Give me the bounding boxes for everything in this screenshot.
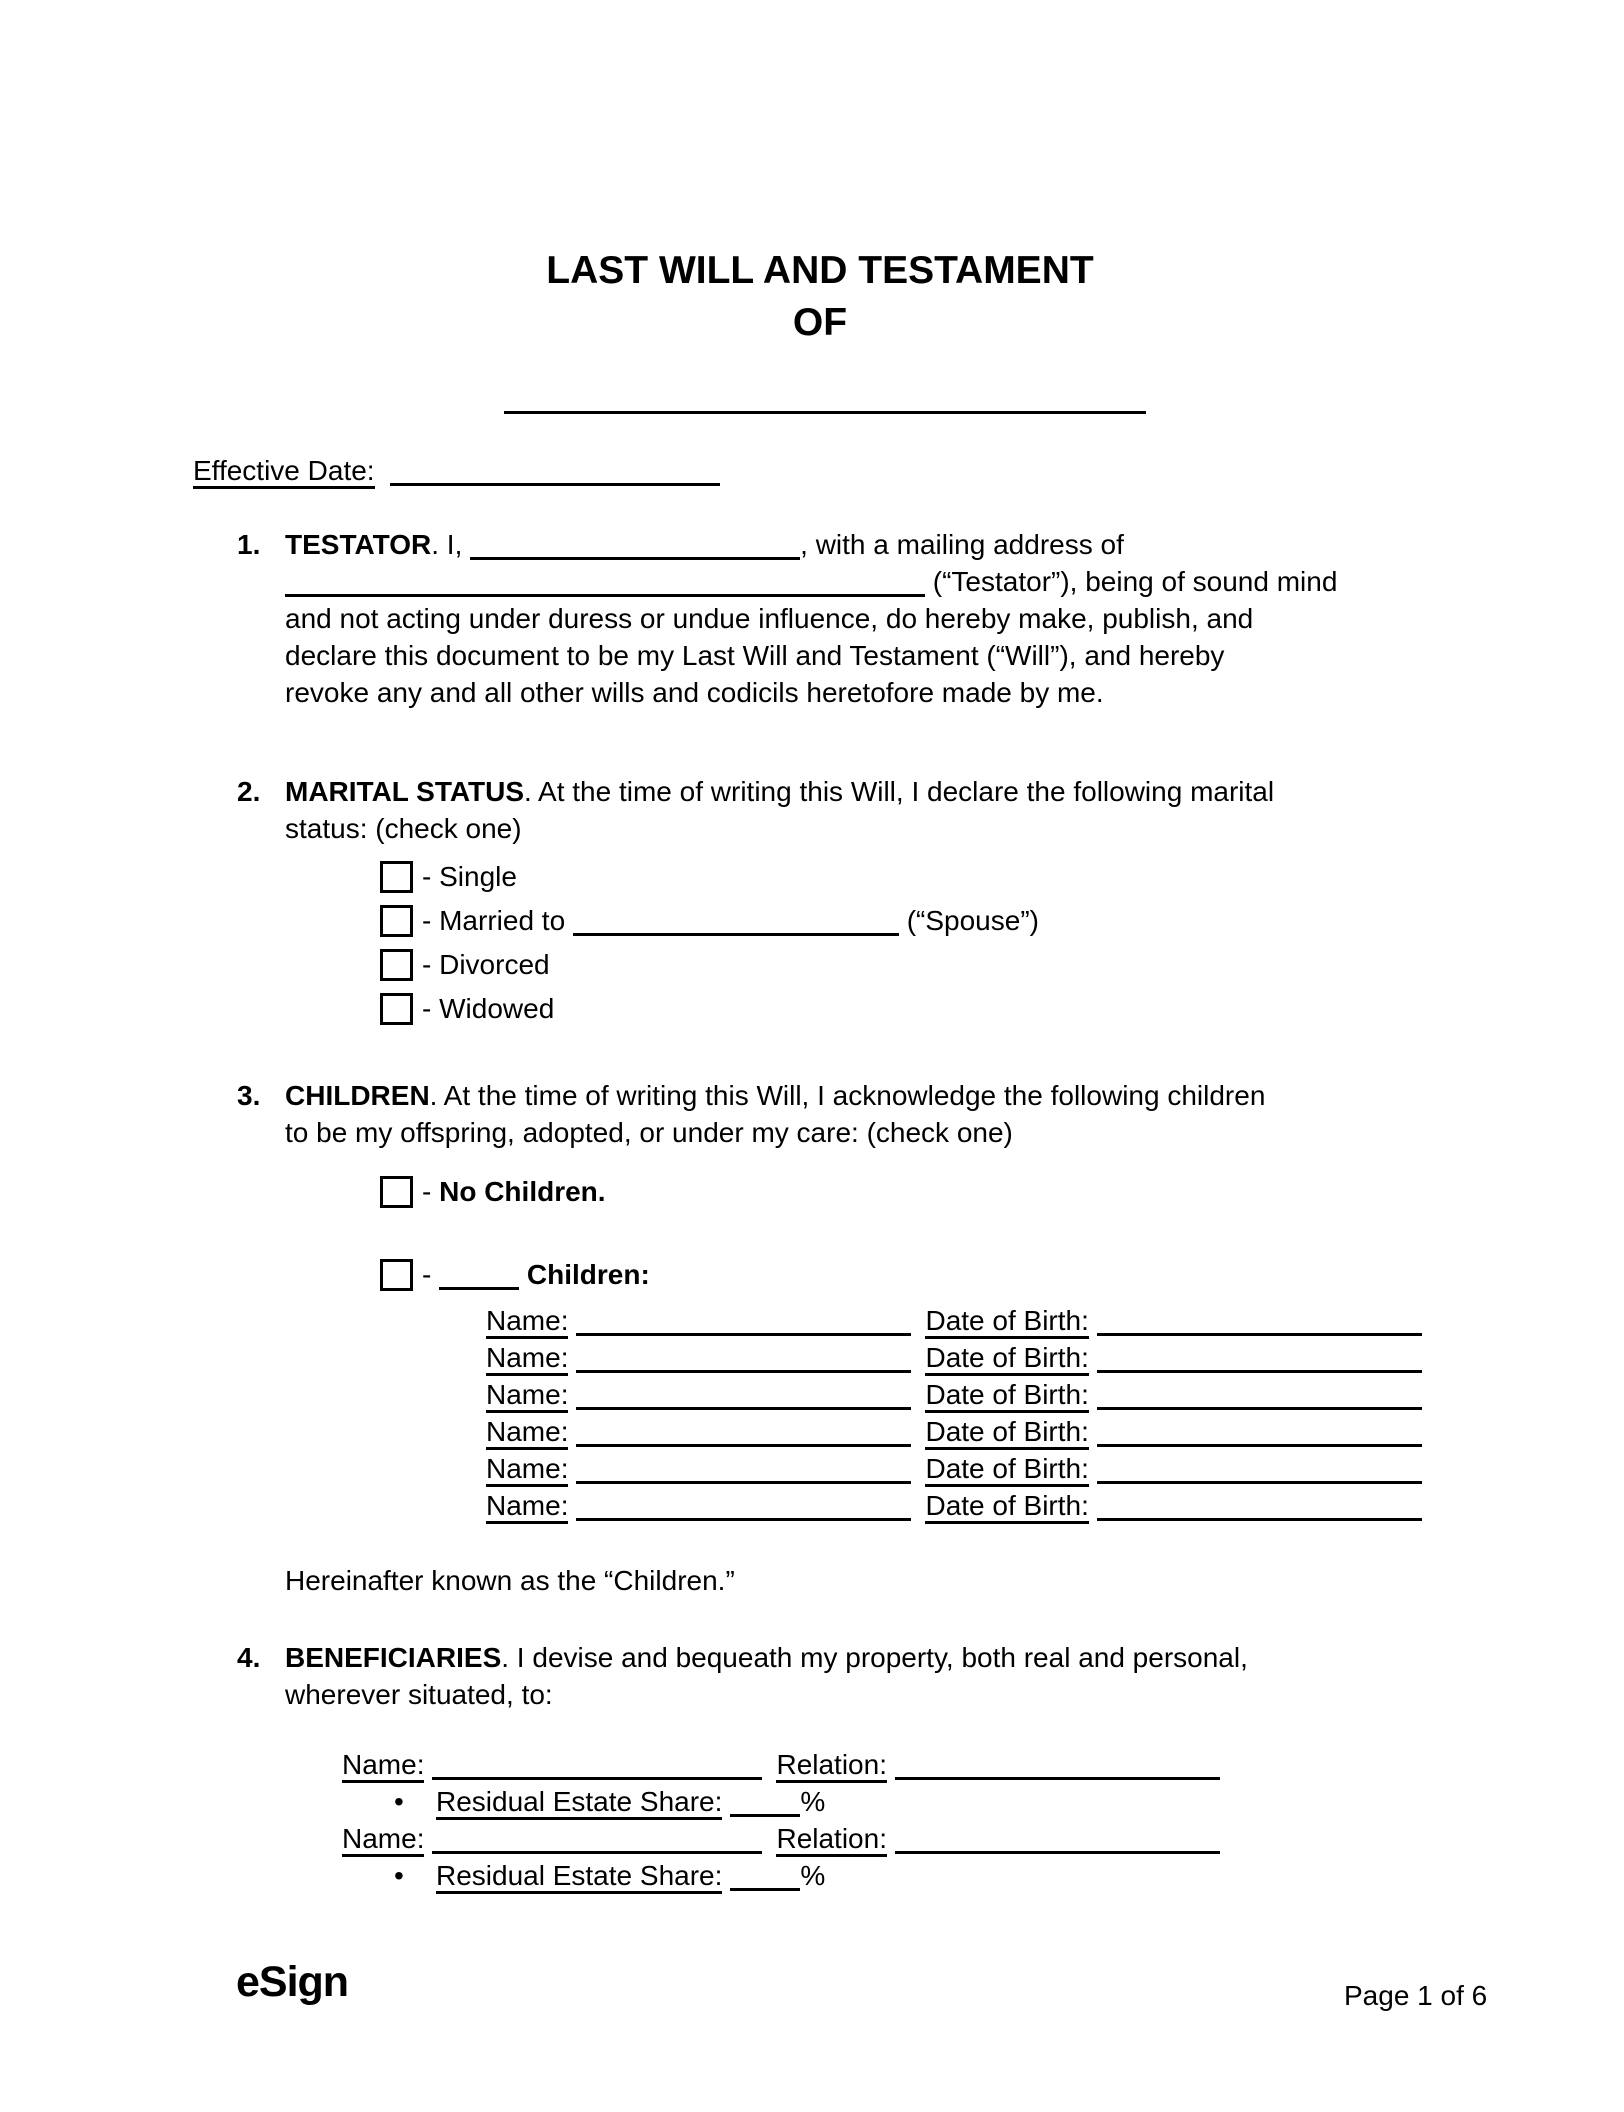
section-marital-body [285,773,1274,1031]
has-children-option [380,1253,1422,1297]
beneficiary-1-share-row [394,1783,1248,1820]
widowed-checkbox[interactable] [380,993,413,1025]
effective-date-field[interactable] [390,483,720,486]
child-4-dob-label: Date of Birth: [925,1416,1088,1450]
page-number: Page 1 of 6 [1344,1980,1488,2011]
child-5-dob-label: Date of Birth: [925,1453,1088,1487]
testator-text-1a: . I, [431,529,471,560]
children-count-field[interactable] [439,1287,519,1290]
section-children-heading: CHILDREN [285,1080,430,1111]
beneficiary-2-name-label: Name: [342,1823,424,1857]
child-3-dob-label: Date of Birth: [925,1379,1088,1413]
testator-name-field[interactable] [470,557,800,560]
section-marital-number: 2. [237,776,261,807]
section-beneficiaries-heading: BENEFICIARIES [285,1642,502,1673]
no-children-checkbox[interactable] [380,1176,413,1208]
marital-option-single [380,855,1274,899]
no-children-option [380,1170,1422,1214]
divorced-label: - Divorced [422,949,550,980]
child-5-dob-field[interactable] [1097,1481,1422,1484]
title-line-2: OF [792,301,848,344]
children-line-2: to be my offspring, adopted, or under my care: (check one) [285,1117,1013,1148]
child-3-dob-field[interactable] [1097,1407,1422,1410]
testator-title-name-row [206,411,1444,414]
child-5-name-label: Name: [486,1453,568,1487]
child-1-name-label: Name: [486,1305,568,1339]
beneficiary-2-relation-field[interactable] [895,1851,1220,1854]
marital-options [285,855,1274,1031]
beneficiaries-text-1: . I devise and bequeath my property, both real and personal, [501,1642,1248,1673]
divorced-checkbox[interactable] [380,949,413,981]
beneficiary-2-relation-label: Relation: [776,1823,887,1857]
beneficiary-1-name-label: Name: [342,1749,424,1783]
no-children-label: No Children. [439,1176,606,1207]
has-children-checkbox[interactable] [380,1259,413,1291]
child-2-dob-label: Date of Birth: [925,1342,1088,1376]
married-label-pre: - Married to [422,905,573,936]
section-marital-status [237,773,1431,1031]
child-1-name-field[interactable] [576,1333,911,1336]
marital-option-married [380,899,1274,943]
single-label: - Single [422,861,517,892]
section-beneficiaries-body [285,1639,1248,1894]
child-2-name-field[interactable] [576,1370,911,1373]
beneficiary-1-percent-sign: % [800,1786,826,1817]
effective-date-row [193,452,1431,489]
section-testator-heading: TESTATOR [285,529,432,560]
child-6-dob-field[interactable] [1097,1518,1422,1521]
section-beneficiaries [237,1639,1431,1894]
widowed-label: - Widowed [422,993,555,1024]
child-3-name-field[interactable] [576,1407,911,1410]
children-count-label: Children: [526,1259,650,1290]
child-6-dob-label: Date of Birth: [925,1490,1088,1524]
marital-line-2: status: (check one) [285,813,522,844]
bullet-icon: • [394,1860,404,1891]
child-1-dob-field[interactable] [1097,1333,1422,1336]
testator-line-4: declare this document to be my Last Will and Testament (“Will”), and hereby [285,640,1225,671]
child-6-name-field[interactable] [576,1518,911,1521]
beneficiary-2-share-field[interactable] [730,1888,800,1891]
beneficiary-1-share-field[interactable] [730,1814,800,1817]
testator-title-name-field[interactable] [504,411,1146,414]
title-line-1: LAST WILL AND TESTAMENT [546,249,1094,292]
section-testator-body [285,526,1337,711]
beneficiaries-line-2: wherever situated, to: [285,1679,553,1710]
beneficiary-2-percent-sign: % [800,1860,826,1891]
child-2-name-label: Name: [486,1342,568,1376]
child-4-dob-field[interactable] [1097,1444,1422,1447]
no-children-dash: - [422,1176,440,1207]
child-row-6 [486,1487,1422,1524]
spouse-name-field[interactable] [573,933,899,936]
marital-option-widowed [380,987,1274,1031]
section-children-number: 3. [237,1080,261,1111]
child-4-name-field[interactable] [576,1444,911,1447]
child-row-5 [486,1450,1422,1487]
child-5-name-field[interactable] [576,1481,911,1484]
marital-line-1 [285,773,1274,810]
beneficiary-2-share-row [394,1857,1248,1894]
testator-text-1b: , with a mailing address of [800,529,1124,560]
beneficiary-row-2 [342,1820,1248,1857]
single-checkbox[interactable] [380,861,413,893]
hereinafter-note: Hereinafter known as the “Children.” [285,1565,735,1596]
beneficiary-row-1 [342,1746,1248,1783]
mailing-address-field[interactable] [285,594,925,597]
child-row-2 [486,1339,1422,1376]
beneficiary-1-relation-field[interactable] [895,1777,1220,1780]
child-3-name-label: Name: [486,1379,568,1413]
testator-line-1 [285,526,1337,563]
bullet-icon: • [394,1786,404,1817]
beneficiary-2-share-label: Residual Estate Share: [436,1860,722,1894]
children-line-1 [285,1077,1422,1114]
section-testator [237,526,1431,711]
section-children-body [285,1077,1422,1599]
testator-line-2 [285,563,1337,600]
beneficiary-1-relation-label: Relation: [776,1749,887,1783]
beneficiary-2-name-field[interactable] [432,1851,762,1854]
esign-logo: eSign [236,1958,349,2006]
beneficiaries-line-1 [285,1639,1248,1676]
married-label-post: (“Spouse”) [898,905,1039,936]
beneficiary-1-name-field[interactable] [432,1777,762,1780]
marital-option-divorced [380,943,1274,987]
testator-line-3: and not acting under duress or undue influence, do hereby make, publish, and [285,603,1254,634]
child-2-dob-field[interactable] [1097,1370,1422,1373]
child-1-dob-label: Date of Birth: [925,1305,1088,1339]
effective-date-label: Effective Date: [193,455,375,489]
married-checkbox[interactable] [380,905,413,937]
section-marital-heading: MARITAL STATUS [285,776,525,807]
testator-text-2: (“Testator”), being of sound mind [925,566,1338,597]
section-children [237,1077,1431,1599]
document-title [201,245,1439,349]
child-row-3 [486,1376,1422,1413]
testator-line-5: revoke any and all other wills and codicils heretofore made by me. [285,677,1104,708]
children-list [486,1302,1422,1524]
child-6-name-label: Name: [486,1490,568,1524]
beneficiaries-list [342,1746,1248,1894]
marital-text-1: . At the time of writing this Will, I declare the following marital [524,776,1275,807]
section-testator-number: 1. [237,529,261,560]
child-4-name-label: Name: [486,1416,568,1450]
child-row-1 [486,1302,1422,1339]
children-text-1: . At the time of writing this Will, I acknowledge the following children [429,1080,1266,1111]
child-row-4 [486,1413,1422,1450]
section-beneficiaries-number: 4. [237,1642,261,1673]
children-count-dash: - [422,1259,440,1290]
beneficiary-1-share-label: Residual Estate Share: [436,1786,722,1820]
